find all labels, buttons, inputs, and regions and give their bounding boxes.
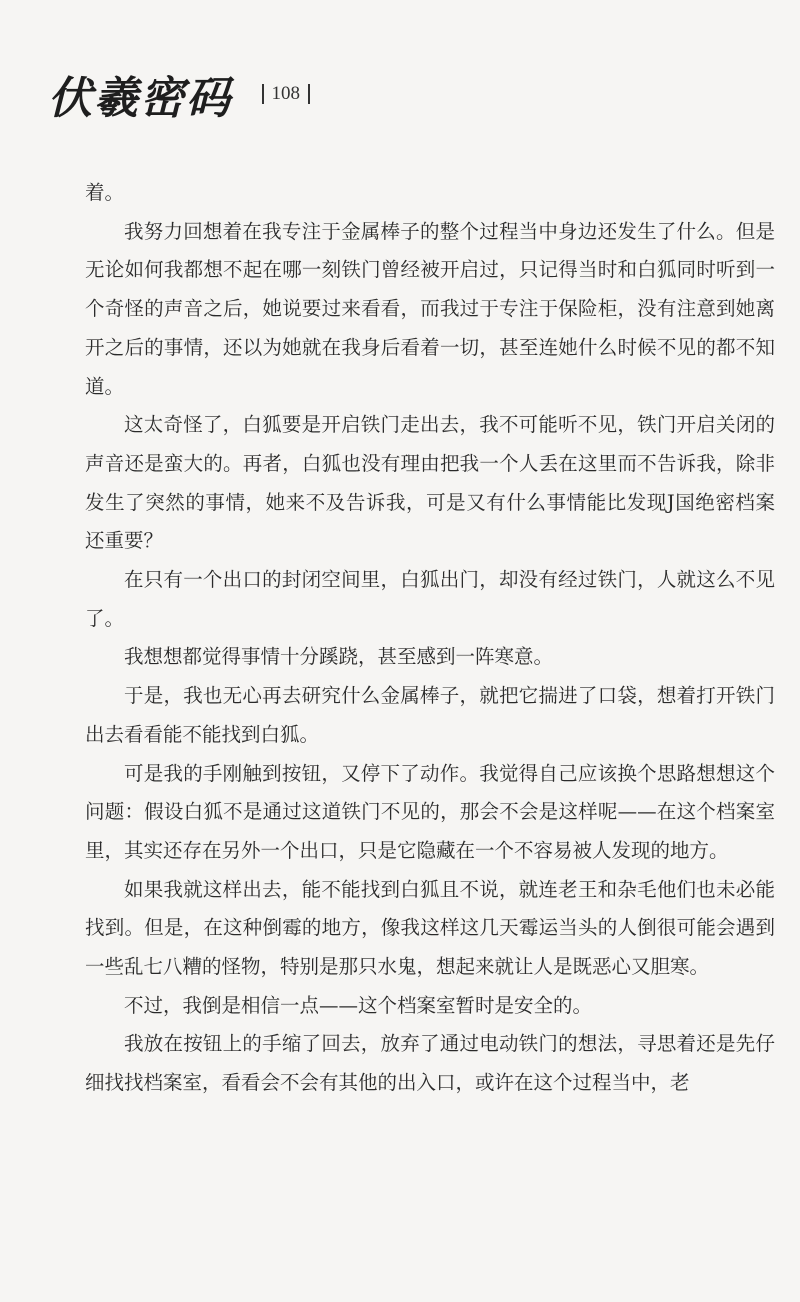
paragraph: 不过，我倒是相信一点——这个档案室暂时是安全的。 <box>124 993 593 1017</box>
page-header <box>48 62 318 126</box>
paragraph: 在只有一个出口的封闭空间里，白狐出门，却没有经过铁门，人就这么不见了。 <box>85 568 775 630</box>
page-number: 108 <box>271 83 300 104</box>
paragraph: 我放在按钮上的手缩了回去，放弃了通过电动铁门的想法，寻思着还是先仔细找找档案室，看看会不会有其他的出入口，或许在这个过程当中，老 <box>85 1032 775 1095</box>
page-number-block <box>254 83 318 105</box>
divider-right <box>308 84 310 104</box>
paragraph: 可是我的手刚触到按钮，又停下了动作。我觉得自己应该换个思路想想这个问题：假设白狐不是通过这道铁门不见的，那会不会是这样呢——在这个档案室里，其实还存在另外一个出口，只是它隐藏在一个不容易被人发现的地方。 <box>85 761 775 862</box>
paragraph: 如果我就这样出去，能不能找到白狐且不说，就连老王和杂毛他们也未必能找到。但是，在这种倒霉的地方，像我这样这几天霉运当头的人倒很可能会遇到一些乱七八糟的怪物，特别是那只水鬼，想起来就让人是既恶心又胆寒。 <box>85 877 775 979</box>
body-text <box>85 174 775 1103</box>
paragraph: 这太奇怪了，白狐要是开启铁门走出去，我不可能听不见，铁门开启关闭的声音还是蛮大的。再者，白狐也没有理由把我一个人丢在这里而不告诉我，除非发生了突然的事情，她来不及告诉我，可是又有什么事情能比发现J国绝密档案还重要？ <box>85 413 775 553</box>
paragraph: 于是，我也无心再去研究什么金属棒子，就把它揣进了口袋，想着打开铁门出去看看能不能找到白狐。 <box>85 684 775 746</box>
paragraph: 着。 <box>85 181 125 204</box>
paragraph: 我努力回想着在我专注于金属棒子的整个过程当中身边还发生了什么。但是无论如何我都想不起在哪一刻铁门曾经被开启过，只记得当时和白狐同时听到一个奇怪的声音之后，她说要过来看看，而我过于专注于保险柜，没有注意到她离开之后的事情，还以为她就在我身后看着一切，甚至连她什么时候不见的都不知道。 <box>85 219 775 398</box>
paragraph: 我想想都觉得事情十分蹊跷，甚至感到一阵寒意。 <box>124 645 554 669</box>
divider-left <box>262 84 264 104</box>
book-title: 伏羲密码 <box>48 73 232 124</box>
